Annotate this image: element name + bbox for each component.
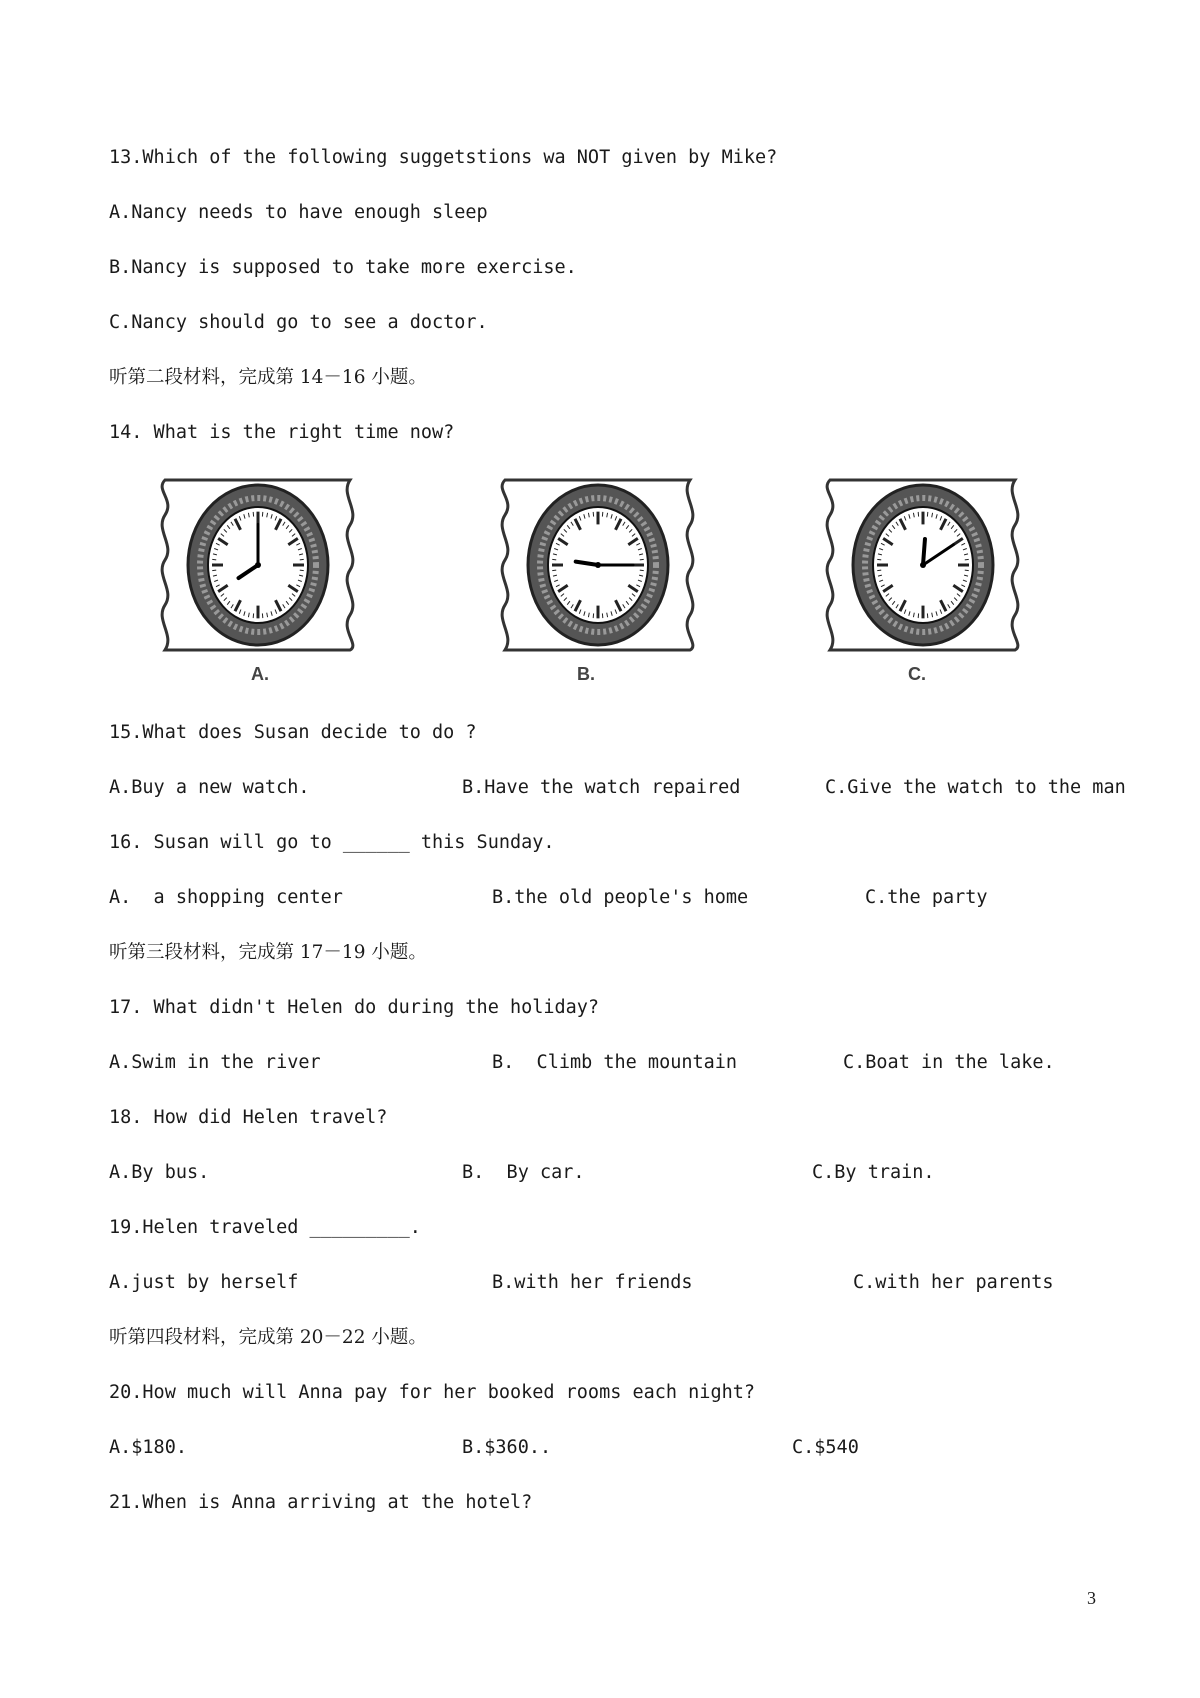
question-13-option-a: A.Nancy needs to have enough sleep (109, 202, 488, 223)
question-20-option-a: A.$180. (109, 1437, 187, 1458)
page-number: 3 (1087, 1588, 1096, 1608)
section-2-heading: 听第二段材料，完成第 14－16 小题。 (109, 367, 427, 388)
clock-c (820, 470, 1030, 690)
question-15-option-a: A.Buy a new watch. (109, 777, 310, 798)
question-20-option-c: C.$540 (792, 1437, 859, 1458)
question-18-option-a: A.By bus. (109, 1162, 210, 1183)
question-21-stem: 21.When is Anna arriving at the hotel? (109, 1492, 533, 1513)
question-18-option-c: C.By train. (812, 1162, 935, 1183)
clock-c-label: C. (908, 664, 926, 684)
question-17-stem: 17. What didn't Helen do during the holiday? (109, 997, 600, 1018)
question-13-option-b: B.Nancy is supposed to take more exercise. (109, 257, 577, 278)
question-18-option-b: B. By car. (462, 1162, 585, 1183)
clock-c-hour-hand (923, 539, 925, 565)
question-20-option-b: B.$360.. (462, 1437, 552, 1458)
clock-a-label: A. (251, 664, 269, 684)
question-13-stem: 13.Which of the following suggetstions wa NOT given by Mike? (109, 147, 778, 168)
question-16-stem: 16. Susan will go to ______ this Sunday. (109, 832, 555, 853)
section-3-heading: 听第三段材料，完成第 17－19 小题。 (109, 942, 427, 963)
question-19-option-b: B.with her friends (492, 1272, 693, 1293)
question-19-option-c: C.with her parents (853, 1272, 1054, 1293)
question-16-option-c: C.the party (865, 887, 988, 908)
clock-b-label: B. (577, 664, 595, 684)
clock-b (495, 470, 705, 690)
question-15-option-c: C.Give the watch to the man (825, 777, 1126, 798)
question-13-option-c: C.Nancy should go to see a doctor. (109, 312, 488, 333)
question-19-stem: 19.Helen traveled _________. (109, 1217, 421, 1238)
question-17-option-a: A.Swim in the river (109, 1052, 321, 1073)
question-17-option-b: B. Climb the mountain (492, 1052, 738, 1073)
question-15-stem: 15.What does Susan decide to do ? (109, 722, 477, 743)
section-4-heading: 听第四段材料，完成第 20－22 小题。 (109, 1327, 427, 1348)
question-15-option-b: B.Have the watch repaired (462, 777, 741, 798)
question-19-option-a: A.just by herself (109, 1272, 299, 1293)
question-16-option-b: B.the old people's home (492, 887, 749, 908)
question-20-stem: 20.How much will Anna pay for her booked rooms each night? (109, 1382, 756, 1403)
question-14-stem: 14. What is the right time now? (109, 422, 455, 443)
question-18-stem: 18. How did Helen travel? (109, 1107, 388, 1128)
question-17-option-c: C.Boat in the lake. (843, 1052, 1055, 1073)
question-16-option-a: A. a shopping center (109, 887, 343, 908)
clock-a (155, 470, 365, 690)
